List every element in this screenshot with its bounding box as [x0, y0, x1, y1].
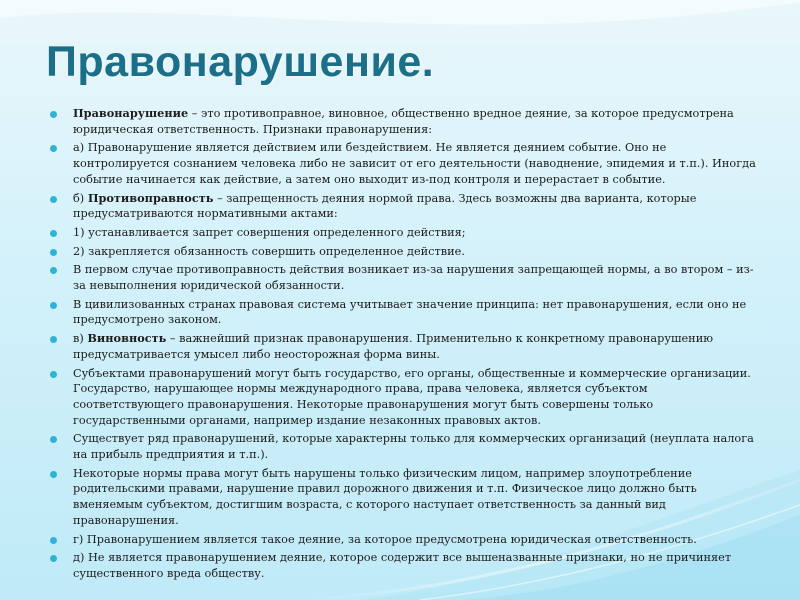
bullet-icon: [50, 196, 57, 203]
list-item: [48, 297, 758, 328]
list-item: [48, 431, 758, 462]
bullet-term: Виновность: [87, 331, 167, 346]
page-title: Правонарушение.: [46, 38, 435, 86]
bullet-text: В цивилизованных странах правовая система учитывает значение принципа: нет правонарушения, если оно не предусмотрено законом.: [73, 297, 747, 327]
list-item: [48, 244, 758, 260]
bullet-text: Субъектами правонарушений могут быть государство, его органы, общественные и коммерческие организации. Государство, нарушающее нормы международного права, права человека, является субъектом соответствующего правонарушения. Некоторые правонарушения могут быть совершены только государственными органами, например издание незаконных правовых актов.: [73, 366, 751, 427]
bullet-icon: [50, 249, 57, 256]
bullet-icon: [50, 555, 57, 562]
list-item: [48, 550, 758, 581]
top-swoosh: [0, 0, 800, 25]
list-item: [48, 262, 758, 293]
bullet-text: – важнейший признак правонарушения. Применительно к конкретному правонарушению предусматривается умысел либо неосторожная форма вины.: [73, 332, 714, 361]
slide-content: [48, 106, 758, 585]
list-item: [48, 225, 758, 241]
bullet-text: 1) устанавливается запрет совершения определенного действия;: [73, 225, 466, 239]
bullet-text: Существует ряд правонарушений, которые характерны только для коммерческих организаций (неуплата налога на прибыль предприятия и т.п.).: [73, 432, 754, 462]
bullet-lead: б): [73, 191, 88, 205]
bullet-icon: [50, 230, 57, 237]
list-item: [48, 191, 758, 222]
list-item: [48, 466, 758, 529]
bullet-text: – это противоправное, виновное, общественно вредное деяние, за которое предусмотрена юридическая ответственность. Признаки правонарушения:: [73, 107, 734, 136]
bullet-icon: [50, 267, 57, 274]
bullet-term: Противоправность: [87, 190, 214, 205]
bullet-term: Правонарушение: [73, 106, 189, 120]
bullet-icon: [50, 145, 57, 152]
bullet-text: Некоторые нормы права могут быть нарушены только физическим лицом, например злоупотребление родительскими правами, нарушение правил дорожного движения и т.п. Физическое лицо должно быть вменяемым субъектом, достигшим возраста, с которого наступает ответственность за данный вид правонарушения.: [73, 466, 697, 527]
bullet-text: 2) закрепляется обязанность совершить определенное действие.: [73, 244, 465, 258]
bullet-icon: [50, 111, 57, 118]
bullet-list: [48, 106, 758, 582]
bullet-text: г) Правонарушением является такое деяние, за которое предусмотрена юридическая ответственность.: [73, 532, 697, 546]
bullet-icon: [50, 302, 57, 309]
list-item: [48, 140, 758, 187]
bullet-text: – запрещенность деяния нормой права. Здесь возможны два варианта, которые предусматриваются нормативными актами:: [73, 191, 697, 221]
bullet-text: В первом случае противоправность действия возникает из-за нарушения запрещающей нормы, а во втором – из-за невыполнения юридической обязанности.: [73, 263, 754, 293]
list-item: [48, 331, 758, 362]
bullet-icon: [50, 371, 57, 378]
list-item: [48, 366, 758, 429]
bullet-icon: [50, 436, 57, 443]
bullet-text: а) Правонарушение является действием или бездействием. Не является деянием событие. Оно не контролируется сознанием человека либо не зависит от его деятельности (наводнение, эпидемия и т.п.). Иногда событие начинается как действие, а затем оно выходит из-под контроля и перерастает в событие.: [73, 141, 756, 186]
bullet-icon: [50, 471, 57, 478]
list-item: [48, 532, 758, 548]
bullet-text: д) Не является правонарушением деяние, которое содержит все вышеназванные признаки, но не причиняет существенного вреда обществу.: [73, 551, 732, 580]
bullet-icon: [50, 537, 57, 544]
bullet-lead: в): [73, 332, 88, 346]
bullet-icon: [50, 336, 57, 343]
list-item: [48, 106, 758, 137]
